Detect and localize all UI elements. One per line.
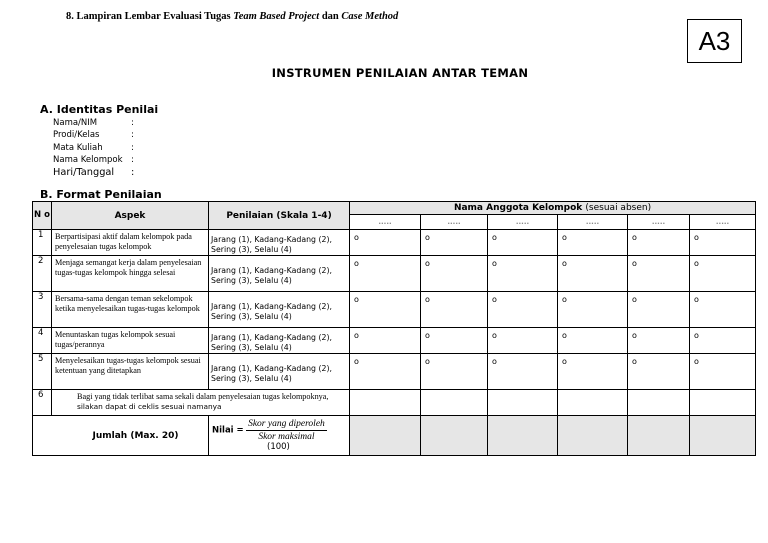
score-cell[interactable]: o — [488, 256, 558, 292]
check-cell[interactable] — [421, 390, 488, 416]
header-aspek: Aspek — [52, 202, 209, 230]
table-row — [33, 328, 756, 354]
row-number: 6 — [33, 390, 52, 416]
section-a-title: A. Identitas Penilai — [40, 103, 159, 116]
header-penilaian: Penilaian (Skala 1-4) — [209, 202, 350, 230]
row6-text-sans: silakan dapat di ceklis sesuai namanya — [77, 402, 222, 412]
member-name-3[interactable]: ..... — [488, 215, 558, 230]
row-aspek: Bersama-sama dengan teman sekelompok ketika menyelesaikan tugas-tugas kelompok — [52, 292, 209, 328]
score-cell[interactable]: o — [421, 328, 488, 354]
row-aspek: Berpartisipasi aktif dalam kelompok pada penyelesaian tugas kelompok — [52, 230, 209, 256]
member-name-1[interactable]: ..... — [350, 215, 421, 230]
section-b-title: B. Format Penilaian — [40, 188, 162, 201]
score-cell[interactable]: o — [350, 328, 421, 354]
total-cell[interactable] — [690, 416, 756, 456]
table-row — [33, 292, 756, 328]
score-cell[interactable]: o — [421, 354, 488, 390]
score-cell[interactable]: o — [628, 354, 690, 390]
score-cell[interactable]: o — [558, 328, 628, 354]
header-nama-normal: (sesuai absen) — [585, 203, 652, 213]
score-cell[interactable]: o — [628, 292, 690, 328]
check-cell[interactable] — [690, 390, 756, 416]
score-cell[interactable]: o — [488, 230, 558, 256]
row-penilaian: Jarang (1), Kadang-Kadang (2), Sering (3), Selalu (4) — [209, 256, 350, 292]
identity-fields — [53, 117, 134, 179]
score-cell[interactable]: o — [350, 256, 421, 292]
nilai-label: Nilai = — [212, 425, 244, 436]
member-name-5[interactable]: ..... — [628, 215, 690, 230]
score-cell[interactable]: o — [350, 230, 421, 256]
table-row — [33, 354, 756, 390]
field-nama-nim[interactable] — [53, 117, 134, 129]
row6-text-serif: Bagi yang tidak terlibat sama sekali dalam penyelesaian tugas kelompoknya, — [77, 392, 329, 401]
header-nama-bold: Nama Anggota Kelompok — [453, 203, 583, 213]
row-number: 1 — [33, 230, 52, 256]
heading-joiner: dan — [321, 11, 339, 22]
score-cell[interactable]: o — [628, 230, 690, 256]
member-name-2[interactable]: ..... — [421, 215, 488, 230]
row-number: 2 — [33, 256, 52, 292]
score-cell[interactable]: o — [690, 256, 756, 292]
score-cell[interactable]: o — [488, 292, 558, 328]
score-cell[interactable]: o — [690, 292, 756, 328]
row-penilaian: Jarang (1), Kadang-Kadang (2), Sering (3), Selalu (4) — [209, 328, 350, 354]
score-cell[interactable]: o — [421, 292, 488, 328]
header-nama-anggota — [350, 202, 756, 215]
nilai-factor: (100) — [267, 442, 290, 452]
field-sep: : — [131, 166, 135, 178]
score-cell[interactable]: o — [690, 328, 756, 354]
heading-italic-1: Team Based Project — [233, 11, 320, 22]
total-label: Jumlah (Max. 20) — [33, 416, 209, 456]
total-cell[interactable] — [350, 416, 421, 456]
total-cell[interactable] — [628, 416, 690, 456]
heading-number: 8. — [66, 11, 74, 22]
score-cell[interactable]: o — [690, 354, 756, 390]
score-cell[interactable]: o — [488, 354, 558, 390]
table-row-6 — [33, 390, 756, 416]
score-cell[interactable]: o — [558, 292, 628, 328]
check-cell[interactable] — [488, 390, 558, 416]
row-aspek: Menjaga semangat kerja dalam penyelesaian tugas-tugas kelompok hingga selesai — [52, 256, 209, 292]
field-label: Prodi/Kelas — [53, 130, 100, 141]
table-row — [33, 256, 756, 292]
score-cell[interactable]: o — [628, 328, 690, 354]
row-penilaian: Jarang (1), Kadang-Kadang (2), Sering (3), Selalu (4) — [209, 230, 350, 256]
row-number: 4 — [33, 328, 52, 354]
row-number: 5 — [33, 354, 52, 390]
score-cell[interactable]: o — [558, 354, 628, 390]
score-cell[interactable]: o — [421, 256, 488, 292]
nilai-formula — [209, 416, 350, 456]
total-row — [33, 416, 756, 456]
score-cell[interactable]: o — [628, 256, 690, 292]
fraction-numerator: Skor yang diperoleh — [248, 419, 325, 429]
score-cell[interactable]: o — [350, 354, 421, 390]
row-number: 3 — [33, 292, 52, 328]
header-no: N o — [33, 202, 52, 230]
fraction-denominator: Skor maksimal — [258, 432, 315, 442]
member-name-6[interactable]: ..... — [690, 215, 756, 230]
form-code-box: A3 — [687, 19, 742, 63]
field-sep: : — [131, 142, 134, 153]
field-label: Nama/NIM — [53, 118, 98, 128]
total-cell[interactable] — [558, 416, 628, 456]
row-aspek: Menyelesaikan tugas-tugas kelompok sesuai ketentuan yang ditetapkan — [52, 354, 209, 390]
total-cell[interactable] — [421, 416, 488, 456]
field-label: Nama Kelompok — [53, 155, 123, 166]
field-mata-kuliah[interactable] — [53, 142, 134, 154]
score-cell[interactable]: o — [421, 230, 488, 256]
score-cell[interactable]: o — [690, 230, 756, 256]
score-cell[interactable]: o — [350, 292, 421, 328]
field-sep: : — [131, 155, 134, 166]
check-cell[interactable] — [350, 390, 421, 416]
field-prodi-kelas[interactable] — [53, 129, 134, 141]
heading-italic-2: Case Method — [341, 11, 399, 22]
field-sep: : — [131, 118, 134, 128]
score-cell[interactable]: o — [558, 256, 628, 292]
field-hari-tanggal[interactable] — [53, 167, 134, 179]
nilai-fraction — [246, 419, 327, 442]
total-cell[interactable] — [488, 416, 558, 456]
check-cell[interactable] — [628, 390, 690, 416]
check-cell[interactable] — [558, 390, 628, 416]
row-penilaian: Jarang (1), Kadang-Kadang (2), Sering (3), Selalu (4) — [209, 354, 350, 390]
document-title: INSTRUMEN PENILAIAN ANTAR TEMAN — [271, 66, 529, 80]
row-penilaian: Jarang (1), Kadang-Kadang (2), Sering (3), Selalu (4) — [209, 292, 350, 328]
table-row — [33, 230, 756, 256]
row-aspek: Menuntaskan tugas kelompok sesuai tugas/perannya — [52, 328, 209, 354]
evaluation-table — [32, 201, 756, 456]
appendix-heading — [66, 11, 398, 22]
field-nama-kelompok[interactable] — [53, 154, 134, 166]
heading-prefix: Lampiran Lembar Evaluasi Tugas — [76, 11, 231, 22]
score-cell[interactable]: o — [558, 230, 628, 256]
field-label: Mata Kuliah — [53, 142, 103, 153]
row6-text — [52, 390, 350, 416]
field-label: Hari/Tanggal — [53, 166, 115, 178]
score-cell[interactable]: o — [488, 328, 558, 354]
field-sep: : — [131, 130, 134, 141]
member-name-4[interactable]: ..... — [558, 215, 628, 230]
